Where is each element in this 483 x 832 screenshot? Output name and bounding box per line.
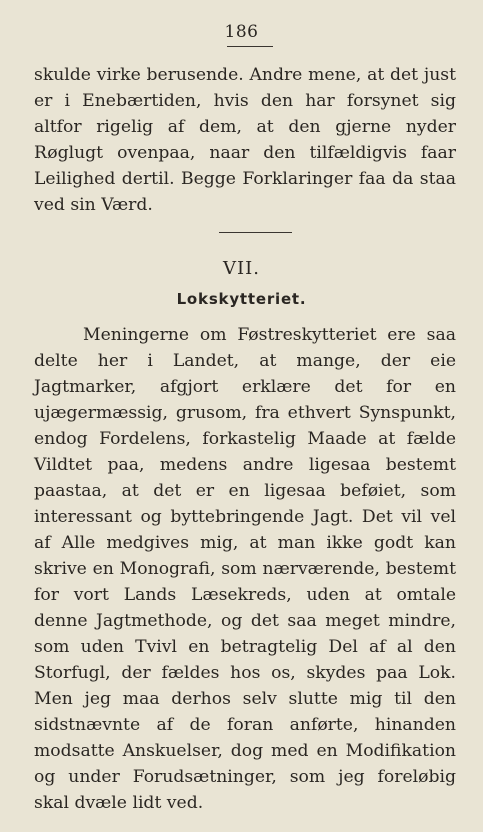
paragraph-continued: skulde virke berusende. Andre mene, at det just er i Enebærtiden, hvis den har forsynet sig altfor rigelig af dem, at den gjerne nyder Røglugt ovenpaa, naar den tilfældigvis faar Leilighed dertil. Begge Forklaringer faa da staa ved sin Værd. [34, 65, 456, 215]
chapter-title: Lokskytteriet. [176, 290, 307, 308]
section-divider [219, 232, 292, 233]
chapter-number: VII. [223, 258, 260, 279]
page-number: 186 [224, 22, 259, 42]
paragraph-chapter-opening: Meningerne om Føstreskytteriet ere saa delte her i Landet, at mange, der eie Jagtmarker, afgjort erklære det for en ujægermæssig, grusom, fra ethvert Synspunkt, endog Fordelens, forkastelig Maade at fælde Vildtet paa, medens andre ligesaa bestemt paastaa, at det er en ligesaa beføiet, som interessant og byttebringende Jagt. Det vil vel af Alle medgives mig, at man ikke godt kan skrive en Monografi, som nærværende, bestemt for vort Lands Læsekreds, uden at omtale denne Jagtmethode, og det saa meget mindre, som uden Tvivl en betragtelig Del af al den Storfugl, der fældes hos os, skydes paa Lok. Men jeg maa derhos selv slutte mig til den sidstnævnte af de foran anførte, hinanden modsatte Anskuelser, dog med en Modifikation og under Forudsætninger, som jeg foreløbig skal dvæle lidt ved. [34, 325, 456, 813]
page-number-rule [227, 46, 273, 47]
